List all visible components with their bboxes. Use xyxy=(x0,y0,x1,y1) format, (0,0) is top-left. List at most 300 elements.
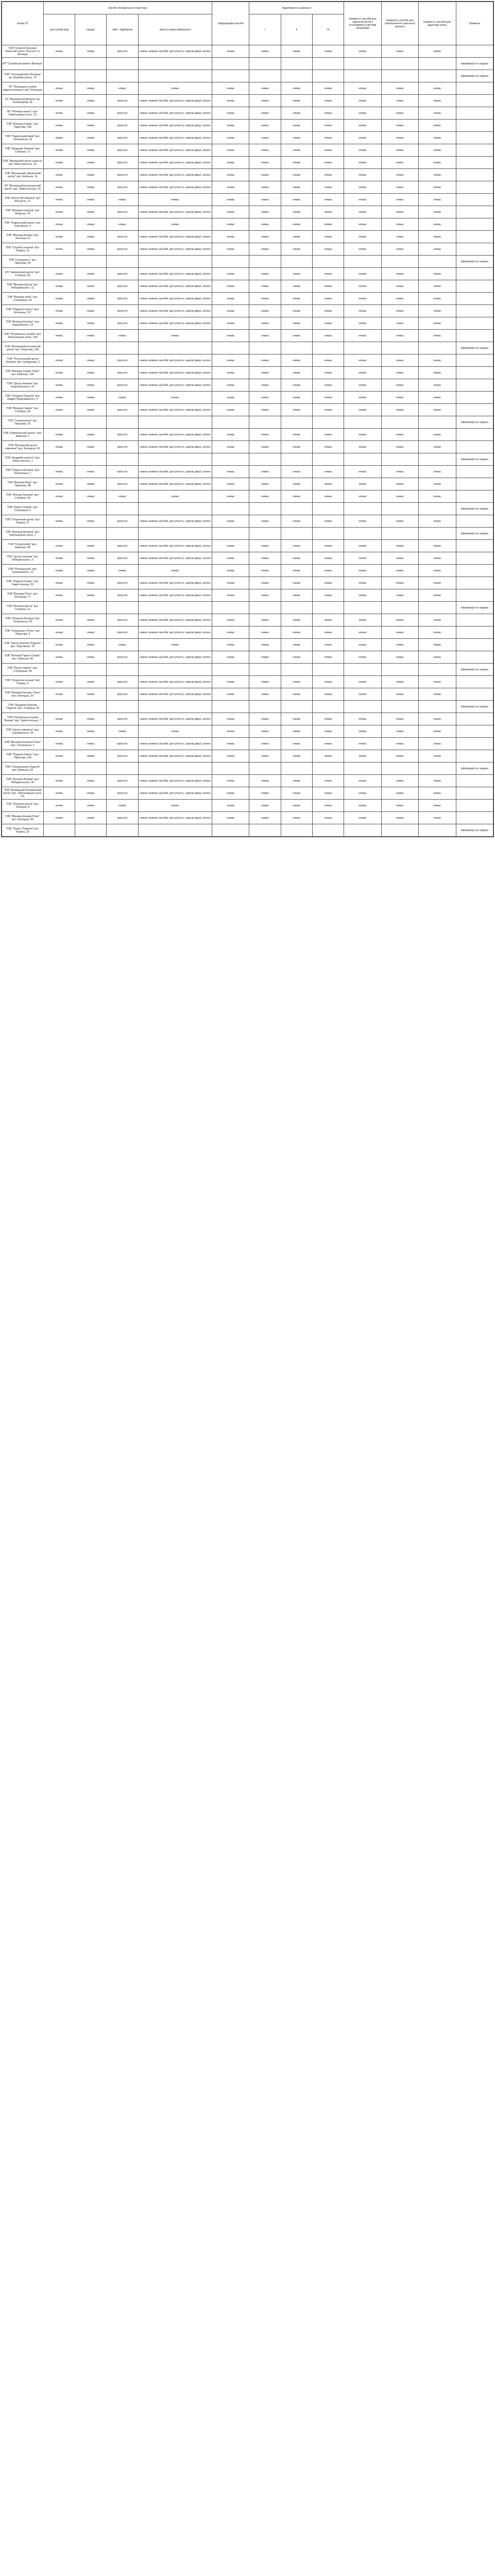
row-note xyxy=(456,330,493,342)
adapt-i-value: немає xyxy=(249,404,281,416)
class-value: немає xyxy=(419,490,456,503)
adapt-ii-value: немає xyxy=(281,231,312,243)
elevator-value: присутні xyxy=(107,750,138,762)
ramp-value: немає xyxy=(75,713,107,725)
adapt-ii-value: немає xyxy=(281,577,312,589)
entrance-value: немає xyxy=(43,169,75,181)
adapt-iii-value: немає xyxy=(313,206,344,218)
empty-cell xyxy=(419,824,456,837)
entrance-value: немає xyxy=(43,404,75,416)
resource-value: немає xyxy=(381,305,418,317)
adapt-iii-value: немає xyxy=(313,45,344,58)
empty-cell xyxy=(381,453,418,466)
wc-value: немає наявних засобів: доступність, широкі двері, шляхи xyxy=(138,626,212,639)
empty-cell xyxy=(381,528,418,540)
row-name: ТОВ "Вінниця-Гарант" вул. Соборна, 44 xyxy=(2,404,44,416)
empty-cell xyxy=(138,416,212,429)
table-row xyxy=(2,206,493,218)
entrance-value: немає xyxy=(43,429,75,441)
table-row xyxy=(2,354,493,367)
empty-cell xyxy=(344,528,381,540)
adapt-ii-value: немає xyxy=(281,738,312,750)
empty-cell xyxy=(43,453,75,466)
info-value: немає xyxy=(212,688,249,701)
adapt-i-value: немає xyxy=(249,367,281,379)
row-name: ТОВ "Захист-Сервіс" вул. Стрілецька, 3 xyxy=(2,503,44,515)
adapt-iii-value: немає xyxy=(313,589,344,602)
empty-cell xyxy=(212,70,249,82)
empty-cell xyxy=(75,58,107,70)
adapt-ii-value: немає xyxy=(281,651,312,664)
empty-cell xyxy=(281,664,312,676)
resource-value: немає xyxy=(381,107,418,120)
info-value: немає xyxy=(212,268,249,280)
ramp-value: немає xyxy=(75,293,107,305)
adapt-ii-value: немає xyxy=(281,354,312,367)
row-note xyxy=(456,194,493,206)
empty-cell xyxy=(281,453,312,466)
ramp-value: немає xyxy=(75,268,107,280)
class-value: немає xyxy=(419,354,456,367)
elevator-value: присутні xyxy=(107,120,138,132)
wc-value: немає наявних засобів: доступність, широкі двері, шляхи xyxy=(138,713,212,725)
row-note xyxy=(456,404,493,416)
entrance-value: немає xyxy=(43,738,75,750)
learning-value: немає xyxy=(344,95,381,107)
ramp-value: немає xyxy=(75,404,107,416)
entrance-value: немає xyxy=(43,639,75,651)
elevator-value: присутні xyxy=(107,132,138,144)
entrance-value: немає xyxy=(43,293,75,305)
ramp-value: немає xyxy=(75,367,107,379)
empty-cell xyxy=(249,416,281,429)
empty-cell xyxy=(138,453,212,466)
row-name: ТОВ "Вінниця-Сервіс" вул. Пирогова, 108 xyxy=(2,120,44,132)
table-row xyxy=(2,416,493,429)
table-row xyxy=(2,268,493,280)
table-row xyxy=(2,305,493,317)
empty-cell xyxy=(75,824,107,837)
row-note xyxy=(456,218,493,231)
empty-cell xyxy=(281,528,312,540)
wc-value: немає наявних засобів: доступність, широкі двері, шляхи xyxy=(138,169,212,181)
empty-cell xyxy=(381,762,418,775)
elevator-value: присутні xyxy=(107,626,138,639)
elevator-value: присутні xyxy=(107,429,138,441)
ramp-value: немає xyxy=(75,565,107,577)
row-note xyxy=(456,775,493,787)
elevator-value: присутні xyxy=(107,206,138,218)
ramp-value: немає xyxy=(75,614,107,626)
ramp-value: немає xyxy=(75,429,107,441)
row-note xyxy=(456,243,493,256)
adapt-ii-value: немає xyxy=(281,812,312,824)
elevator-value: присутні xyxy=(107,404,138,416)
wc-value: немає наявних засобів: доступність, широкі двері, шляхи xyxy=(138,280,212,293)
learning-value: немає xyxy=(344,45,381,58)
row-name: ТОВ "Вінниця-Форт" вул. Пирогова, 88 xyxy=(2,478,44,490)
elevator-value: немає xyxy=(107,82,138,95)
adapt-i-value: немає xyxy=(249,169,281,181)
learning-value: немає xyxy=(344,82,381,95)
row-note xyxy=(456,688,493,701)
ramp-value: немає xyxy=(75,330,107,342)
adapt-i-value: немає xyxy=(249,82,281,95)
empty-cell xyxy=(107,664,138,676)
class-value: немає xyxy=(419,750,456,762)
info-value: немає xyxy=(212,132,249,144)
learning-value: немає xyxy=(344,688,381,701)
row-name: ТОВ "Поділля-безпека" вул. Театральна, 7 xyxy=(2,466,44,478)
elevator-value: присутні xyxy=(107,614,138,626)
empty-cell xyxy=(344,58,381,70)
table-row xyxy=(2,824,493,837)
adapt-iii-value: немає xyxy=(313,144,344,157)
class-value: немає xyxy=(419,157,456,169)
table-row xyxy=(2,490,493,503)
adapt-ii-value: немає xyxy=(281,194,312,206)
entrance-value: немає xyxy=(43,107,75,120)
row-name: ТОВ "Охорона-Вінниця" вул. Театральна, 40 xyxy=(2,614,44,626)
ramp-value: немає xyxy=(75,95,107,107)
resource-value: немає xyxy=(381,169,418,181)
row-note xyxy=(456,626,493,639)
wc-value: немає наявних засобів: доступність, широкі двері, шляхи xyxy=(138,95,212,107)
entrance-value: немає xyxy=(43,330,75,342)
class-value: немає xyxy=(419,305,456,317)
learning-value: немає xyxy=(344,354,381,367)
group-adapt-header: Адаптивність навчання xyxy=(249,2,344,14)
adapt-iii-value: немає xyxy=(313,218,344,231)
learning-value: немає xyxy=(344,441,381,453)
wc-value: немає xyxy=(138,392,212,404)
ramp-value: немає xyxy=(75,392,107,404)
wc-value: немає наявних засобів: доступність, широкі двері, шляхи xyxy=(138,614,212,626)
table-row xyxy=(2,132,493,144)
empty-cell xyxy=(43,70,75,82)
wc-value: немає xyxy=(138,725,212,738)
empty-cell xyxy=(212,528,249,540)
class-value: немає xyxy=(419,45,456,58)
wc-value: немає xyxy=(138,330,212,342)
entrance-value: немає xyxy=(43,676,75,688)
info-value: немає xyxy=(212,812,249,824)
learning-value: немає xyxy=(344,280,381,293)
elevator-value: немає xyxy=(107,800,138,812)
wc-value: немає наявних засобів: доступність, широкі двері, шляхи xyxy=(138,589,212,602)
row-name: ТОВ "Академія безпеки" вул. Соборна, 72 xyxy=(2,144,44,157)
ramp-value: немає xyxy=(75,639,107,651)
empty-cell xyxy=(43,416,75,429)
row-note xyxy=(456,639,493,651)
empty-cell xyxy=(344,602,381,614)
empty-cell xyxy=(75,256,107,268)
entrance-value: немає xyxy=(43,478,75,490)
adapt-iii-value: немає xyxy=(313,750,344,762)
empty-cell xyxy=(249,342,281,354)
adapt-i-value: немає xyxy=(249,490,281,503)
ramp-value: немає xyxy=(75,800,107,812)
table-row xyxy=(2,565,493,577)
info-value: немає xyxy=(212,490,249,503)
resource-value: немає xyxy=(381,404,418,416)
table-row xyxy=(2,45,493,58)
empty-cell xyxy=(249,824,281,837)
row-note: інформація не надана xyxy=(456,528,493,540)
resource-value: немає xyxy=(381,330,418,342)
empty-cell xyxy=(281,701,312,713)
learning-value: немає xyxy=(344,565,381,577)
table-body xyxy=(2,45,493,837)
table-row xyxy=(2,528,493,540)
class-value: немає xyxy=(419,800,456,812)
adapt-ii-value: немає xyxy=(281,367,312,379)
row-name: ТОВ "Вінниця-Плюс" вул. Келецька, 77 xyxy=(2,589,44,602)
info-value: немає xyxy=(212,540,249,552)
table-row xyxy=(2,725,493,738)
empty-cell xyxy=(281,342,312,354)
adapt-iii-value: немає xyxy=(313,305,344,317)
row-name: ТОВ "Вінниця-Сервіс-Плюс" вул. Київська, 136 xyxy=(2,367,44,379)
adapt-iii-value: немає xyxy=(313,565,344,577)
elevator-value: немає xyxy=(107,725,138,738)
empty-cell xyxy=(381,824,418,837)
row-note xyxy=(456,429,493,441)
entrance-value: немає xyxy=(43,95,75,107)
row-note xyxy=(456,379,493,392)
empty-cell xyxy=(43,256,75,268)
empty-cell xyxy=(138,58,212,70)
resource-value: немає xyxy=(381,379,418,392)
entrance-value: немає xyxy=(43,800,75,812)
info-value: немає xyxy=(212,354,249,367)
elevator-value: присутні xyxy=(107,775,138,787)
adapt-ii-value: немає xyxy=(281,305,312,317)
class-value: немає xyxy=(419,268,456,280)
empty-cell xyxy=(249,58,281,70)
row-note xyxy=(456,95,493,107)
elevator-value: присутні xyxy=(107,293,138,305)
adapt-i-value: немає xyxy=(249,750,281,762)
class-value: немає xyxy=(419,144,456,157)
row-name: ТОВ "Вінницький рятувальний центр" вул. Хмельницьке шосе, 60 xyxy=(2,787,44,800)
row-note xyxy=(456,750,493,762)
info-value: немає xyxy=(212,577,249,589)
entrance-value: немає xyxy=(43,218,75,231)
adapt-iii-value: немає xyxy=(313,688,344,701)
empty-cell xyxy=(138,528,212,540)
empty-cell xyxy=(43,602,75,614)
empty-cell xyxy=(75,701,107,713)
empty-cell xyxy=(43,824,75,837)
adapt-ii-value: немає xyxy=(281,280,312,293)
row-name: ТОВ "Вінниця-Альфа" вул. Батозька, 8 xyxy=(2,231,44,243)
resource-value: немає xyxy=(381,688,418,701)
table-row xyxy=(2,626,493,639)
row-note xyxy=(456,540,493,552)
class-value: немає xyxy=(419,367,456,379)
adapt-i-value: немає xyxy=(249,787,281,800)
learning-value: немає xyxy=(344,490,381,503)
row-name: ТОВ "Безпека Вінниці" вул. Лебединського, 40 xyxy=(2,775,44,787)
empty-cell xyxy=(419,58,456,70)
col-ii-header: ІІ xyxy=(281,14,312,45)
entrance-value: немає xyxy=(43,812,75,824)
adapt-iii-value: немає xyxy=(313,441,344,453)
adapt-i-value: немає xyxy=(249,330,281,342)
class-value: немає xyxy=(419,206,456,218)
table-row xyxy=(2,330,493,342)
empty-cell xyxy=(249,762,281,775)
row-name: ТОВ "Вінниця-Центр" вул. Лебединського, 11 xyxy=(2,280,44,293)
ramp-value: немає xyxy=(75,738,107,750)
info-value: немає xyxy=(212,95,249,107)
row-name: ТОВ "Поділля-Захист" вул. Пирогова, 140 xyxy=(2,750,44,762)
empty-cell xyxy=(249,664,281,676)
info-value: немає xyxy=(212,750,249,762)
resource-value: немає xyxy=(381,45,418,58)
adapt-i-value: немає xyxy=(249,280,281,293)
table-row xyxy=(2,317,493,330)
info-value: немає xyxy=(212,243,249,256)
empty-cell xyxy=(381,503,418,515)
adapt-i-value: немає xyxy=(249,552,281,565)
empty-cell xyxy=(281,58,312,70)
entrance-value: немає xyxy=(43,379,75,392)
entrance-value: немає xyxy=(43,194,75,206)
empty-cell xyxy=(107,70,138,82)
adapt-iii-value: немає xyxy=(313,120,344,132)
resource-value: немає xyxy=(381,552,418,565)
row-note xyxy=(456,713,493,725)
row-name: ТОВ "Регіон-Захист" вул. Стрілецька, 44 xyxy=(2,664,44,676)
adapt-ii-value: немає xyxy=(281,218,312,231)
empty-cell xyxy=(212,503,249,515)
adapt-i-value: немає xyxy=(249,626,281,639)
entrance-value: немає xyxy=(43,392,75,404)
learning-value: немає xyxy=(344,713,381,725)
entrance-value: немає xyxy=(43,515,75,528)
resource-value: немає xyxy=(381,713,418,725)
info-value: немає xyxy=(212,800,249,812)
row-note xyxy=(456,120,493,132)
info-value: немає xyxy=(212,317,249,330)
wc-value: немає наявних засобів: доступність, широкі двері, шляхи xyxy=(138,120,212,132)
row-name: ТОВ "Регіональний центр безпеки" вул. Свердлова, 3 xyxy=(2,354,44,367)
table-row xyxy=(2,429,493,441)
ramp-value: немає xyxy=(75,676,107,688)
class-value: немає xyxy=(419,82,456,95)
info-value: немає xyxy=(212,157,249,169)
empty-cell xyxy=(281,70,312,82)
empty-cell xyxy=(419,762,456,775)
resource-value: немає xyxy=(381,243,418,256)
entrance-value: немає xyxy=(43,157,75,169)
adapt-ii-value: немає xyxy=(281,478,312,490)
table-row xyxy=(2,800,493,812)
wc-value: немає наявних засобів: доступність, широкі двері, шляхи xyxy=(138,157,212,169)
row-note xyxy=(456,676,493,688)
wc-value: немає xyxy=(138,565,212,577)
col-elevator-header: ліфт / підйомник xyxy=(107,14,138,45)
table-row xyxy=(2,651,493,664)
table-row xyxy=(2,577,493,589)
empty-cell xyxy=(381,664,418,676)
class-value: немає xyxy=(419,552,456,565)
table-row xyxy=(2,58,493,70)
entrance-value: немає xyxy=(43,540,75,552)
adapt-iii-value: немає xyxy=(313,82,344,95)
resource-value: немає xyxy=(381,120,418,132)
learning-value: немає xyxy=(344,367,381,379)
empty-cell xyxy=(313,701,344,713)
table-row xyxy=(2,515,493,528)
info-value: немає xyxy=(212,379,249,392)
wc-value: немає наявних засобів: доступність, широкі двері, шляхи xyxy=(138,775,212,787)
info-value: немає xyxy=(212,305,249,317)
ramp-value: немає xyxy=(75,478,107,490)
learning-value: немає xyxy=(344,144,381,157)
row-name: ТОВ "Вінницький навчальний центр" вул. Київська, 14 xyxy=(2,169,44,181)
adapt-iii-value: немає xyxy=(313,132,344,144)
empty-cell xyxy=(43,58,75,70)
empty-cell xyxy=(249,453,281,466)
wc-value: немає наявних засобів: доступність, широкі двері, шляхи xyxy=(138,812,212,824)
empty-cell xyxy=(138,824,212,837)
row-name: ТОВ "Вінниця-Експерт-Плюс" вул. Келецька, 20 xyxy=(2,688,44,701)
row-name: ТОВ "Вінниця-Альфа-Плюс" вул. Келецька, 88 xyxy=(2,812,44,824)
adapt-ii-value: немає xyxy=(281,490,312,503)
adapt-i-value: немає xyxy=(249,144,281,157)
adapt-ii-value: немає xyxy=(281,404,312,416)
adapt-iii-value: немає xyxy=(313,577,344,589)
row-name: ТОВ "Спецзахист" вул. Пирогова, 55 xyxy=(2,256,44,268)
learning-value: немає xyxy=(344,317,381,330)
wc-value: немає наявних засобів: доступність, широкі двері, шляхи xyxy=(138,354,212,367)
empty-cell xyxy=(107,256,138,268)
table-row xyxy=(2,750,493,762)
empty-cell xyxy=(107,503,138,515)
adapt-ii-value: немає xyxy=(281,552,312,565)
adapt-ii-value: немає xyxy=(281,441,312,453)
adapt-iii-value: немає xyxy=(313,231,344,243)
class-value: немає xyxy=(419,95,456,107)
empty-cell xyxy=(381,70,418,82)
adapt-iii-value: немає xyxy=(313,651,344,664)
row-name: ТОВ "Охорона-Центр" вул. Соборна, 5 xyxy=(2,800,44,812)
empty-cell xyxy=(419,602,456,614)
row-note xyxy=(456,552,493,565)
empty-cell xyxy=(381,416,418,429)
entrance-value: немає xyxy=(43,552,75,565)
learning-value: немає xyxy=(344,305,381,317)
table-row xyxy=(2,256,493,268)
elevator-value: присутні xyxy=(107,243,138,256)
learning-value: немає xyxy=(344,812,381,824)
row-note xyxy=(456,392,493,404)
adapt-i-value: немає xyxy=(249,243,281,256)
table-row xyxy=(2,144,493,157)
adapt-iii-value: немає xyxy=(313,775,344,787)
empty-cell xyxy=(344,701,381,713)
empty-cell xyxy=(43,701,75,713)
row-name: ТОВ "Вінниця-Експерт" вул. Грушевського, 13 xyxy=(2,317,44,330)
entrance-value: немає xyxy=(43,82,75,95)
elevator-value: присутні xyxy=(107,280,138,293)
info-value: немає xyxy=(212,639,249,651)
ramp-value: немає xyxy=(75,515,107,528)
ramp-value: немає xyxy=(75,144,107,157)
